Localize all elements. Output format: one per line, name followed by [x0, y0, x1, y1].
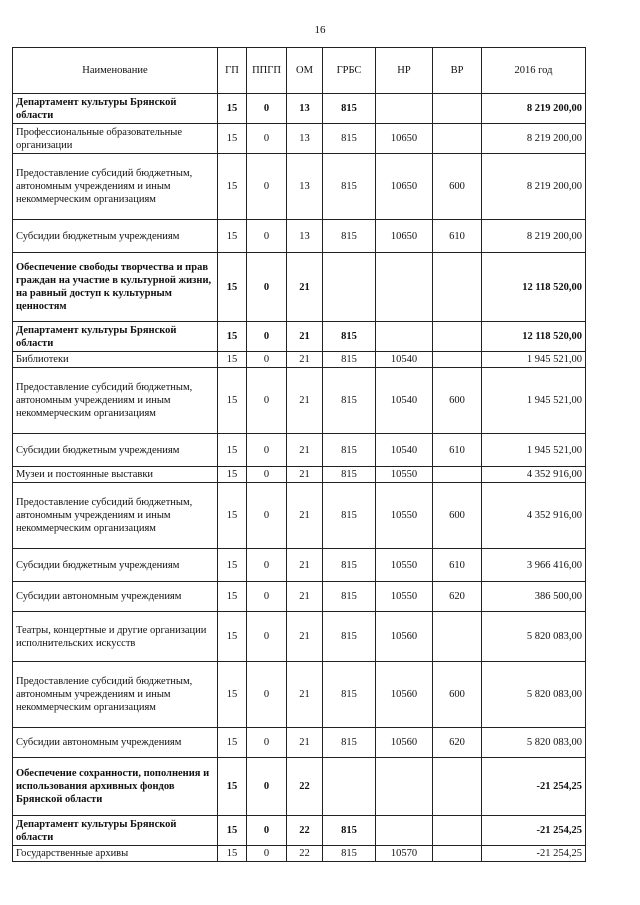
- row-gp: 15: [218, 154, 247, 220]
- header-ppgp: ППГП: [247, 48, 287, 94]
- row-vr: 600: [433, 662, 482, 728]
- row-grbs: 815: [323, 612, 376, 662]
- row-amount: 386 500,00: [482, 582, 586, 612]
- row-grbs: 815: [323, 483, 376, 549]
- row-gp: 15: [218, 612, 247, 662]
- row-nr: 10540: [376, 368, 433, 434]
- row-name: Субсидии бюджетным учреждениям: [13, 434, 218, 467]
- table-row: [13, 582, 586, 612]
- row-name: Государственные архивы: [13, 846, 218, 862]
- row-vr: [433, 352, 482, 368]
- row-ppgp: 0: [247, 94, 287, 124]
- row-om: 22: [287, 816, 323, 846]
- row-vr: [433, 124, 482, 154]
- row-vr: [433, 846, 482, 862]
- row-vr: [433, 758, 482, 816]
- row-amount: 5 820 083,00: [482, 728, 586, 758]
- row-amount: 8 219 200,00: [482, 220, 586, 253]
- row-om: 13: [287, 94, 323, 124]
- row-nr: 10650: [376, 220, 433, 253]
- row-name: Департамент культуры Брянской области: [13, 94, 218, 124]
- row-grbs: 815: [323, 434, 376, 467]
- row-nr: 10570: [376, 846, 433, 862]
- row-name: Субсидии автономным учреждениям: [13, 582, 218, 612]
- table-row: [13, 467, 586, 483]
- row-vr: 610: [433, 549, 482, 582]
- row-ppgp: 0: [247, 154, 287, 220]
- row-gp: 15: [218, 352, 247, 368]
- row-ppgp: 0: [247, 467, 287, 483]
- table-row: [13, 368, 586, 434]
- row-ppgp: 0: [247, 582, 287, 612]
- row-amount: 1 945 521,00: [482, 368, 586, 434]
- row-ppgp: 0: [247, 322, 287, 352]
- row-vr: [433, 612, 482, 662]
- row-amount: 12 118 520,00: [482, 253, 586, 322]
- row-nr: 10550: [376, 467, 433, 483]
- row-vr: 610: [433, 220, 482, 253]
- row-gp: 15: [218, 549, 247, 582]
- row-gp: 15: [218, 582, 247, 612]
- row-amount: 5 820 083,00: [482, 612, 586, 662]
- row-name: Предоставление субсидий бюджетным, автономным учреждениям и иным некоммерческим организациям: [13, 662, 218, 728]
- row-vr: 600: [433, 154, 482, 220]
- row-amount: 12 118 520,00: [482, 322, 586, 352]
- row-om: 21: [287, 352, 323, 368]
- row-gp: 15: [218, 368, 247, 434]
- row-vr: 600: [433, 483, 482, 549]
- row-vr: [433, 467, 482, 483]
- row-ppgp: 0: [247, 846, 287, 862]
- row-vr: 620: [433, 728, 482, 758]
- header-grbs: ГРБС: [323, 48, 376, 94]
- header-nr: НР: [376, 48, 433, 94]
- row-name: Субсидии автономным учреждениям: [13, 728, 218, 758]
- row-name: Субсидии бюджетным учреждениям: [13, 220, 218, 253]
- row-nr: [376, 758, 433, 816]
- row-name: Профессиональные образовательные организации: [13, 124, 218, 154]
- row-om: 13: [287, 124, 323, 154]
- row-gp: 15: [218, 467, 247, 483]
- table-row: [13, 434, 586, 467]
- table-row: [13, 352, 586, 368]
- row-vr: [433, 94, 482, 124]
- row-grbs: 815: [323, 124, 376, 154]
- row-name: Обеспечение свободы творчества и прав граждан на участие в культурной жизни, на равный доступ к культурным ценностям: [13, 253, 218, 322]
- row-name: Субсидии бюджетным учреждениям: [13, 549, 218, 582]
- table-row: [13, 662, 586, 728]
- row-gp: 15: [218, 434, 247, 467]
- row-grbs: 815: [323, 846, 376, 862]
- row-ppgp: 0: [247, 368, 287, 434]
- row-ppgp: 0: [247, 253, 287, 322]
- row-om: 22: [287, 846, 323, 862]
- row-amount: -21 254,25: [482, 816, 586, 846]
- row-gp: 15: [218, 94, 247, 124]
- row-grbs: 815: [323, 816, 376, 846]
- row-grbs: 815: [323, 220, 376, 253]
- row-gp: 15: [218, 816, 247, 846]
- page-number: 16: [314, 24, 326, 36]
- row-grbs: 815: [323, 368, 376, 434]
- row-om: 21: [287, 549, 323, 582]
- row-nr: 10560: [376, 662, 433, 728]
- row-om: 13: [287, 154, 323, 220]
- row-grbs: [323, 758, 376, 816]
- header-year: 2016 год: [482, 48, 586, 94]
- row-nr: [376, 816, 433, 846]
- table-row: [13, 154, 586, 220]
- row-amount: 1 945 521,00: [482, 352, 586, 368]
- row-om: 21: [287, 483, 323, 549]
- row-om: 21: [287, 612, 323, 662]
- row-gp: 15: [218, 322, 247, 352]
- row-om: 22: [287, 758, 323, 816]
- row-nr: 10540: [376, 352, 433, 368]
- row-name: Библиотеки: [13, 352, 218, 368]
- row-nr: [376, 94, 433, 124]
- table-row: [13, 220, 586, 253]
- row-om: 21: [287, 368, 323, 434]
- row-grbs: [323, 253, 376, 322]
- row-amount: 5 820 083,00: [482, 662, 586, 728]
- row-vr: 600: [433, 368, 482, 434]
- row-ppgp: 0: [247, 728, 287, 758]
- row-nr: 10560: [376, 728, 433, 758]
- row-grbs: 815: [323, 322, 376, 352]
- row-ppgp: 0: [247, 124, 287, 154]
- row-gp: 15: [218, 728, 247, 758]
- row-amount: 8 219 200,00: [482, 94, 586, 124]
- row-grbs: 815: [323, 94, 376, 124]
- row-nr: 10540: [376, 434, 433, 467]
- row-om: 21: [287, 582, 323, 612]
- row-vr: [433, 253, 482, 322]
- row-nr: 10550: [376, 582, 433, 612]
- row-ppgp: 0: [247, 549, 287, 582]
- row-grbs: 815: [323, 467, 376, 483]
- row-amount: 8 219 200,00: [482, 154, 586, 220]
- header-name: Наименование: [13, 48, 218, 94]
- table-body: [13, 94, 586, 862]
- row-amount: 3 966 416,00: [482, 549, 586, 582]
- row-ppgp: 0: [247, 352, 287, 368]
- row-gp: 15: [218, 758, 247, 816]
- row-name: Предоставление субсидий бюджетным, автономным учреждениям и иным некоммерческим организациям: [13, 368, 218, 434]
- row-ppgp: 0: [247, 816, 287, 846]
- row-name: Обеспечение сохранности, пополнения и использования архивных фондов Брянской области: [13, 758, 218, 816]
- table-row: [13, 758, 586, 816]
- row-gp: 15: [218, 846, 247, 862]
- row-nr: [376, 322, 433, 352]
- row-ppgp: 0: [247, 220, 287, 253]
- row-grbs: 815: [323, 154, 376, 220]
- row-grbs: 815: [323, 662, 376, 728]
- row-ppgp: 0: [247, 662, 287, 728]
- row-grbs: 815: [323, 352, 376, 368]
- row-name: Департамент культуры Брянской области: [13, 816, 218, 846]
- row-name: Департамент культуры Брянской области: [13, 322, 218, 352]
- table-row: [13, 846, 586, 862]
- row-vr: [433, 816, 482, 846]
- row-grbs: 815: [323, 728, 376, 758]
- row-om: 21: [287, 467, 323, 483]
- row-om: 21: [287, 253, 323, 322]
- row-grbs: 815: [323, 549, 376, 582]
- row-nr: 10550: [376, 483, 433, 549]
- row-ppgp: 0: [247, 758, 287, 816]
- row-nr: 10560: [376, 612, 433, 662]
- row-amount: 4 352 916,00: [482, 467, 586, 483]
- row-vr: 620: [433, 582, 482, 612]
- row-nr: [376, 253, 433, 322]
- row-ppgp: 0: [247, 483, 287, 549]
- row-nr: 10650: [376, 154, 433, 220]
- table-row: [13, 612, 586, 662]
- row-gp: 15: [218, 483, 247, 549]
- row-om: 21: [287, 434, 323, 467]
- row-om: 21: [287, 728, 323, 758]
- row-amount: 4 352 916,00: [482, 483, 586, 549]
- row-gp: 15: [218, 124, 247, 154]
- table-row: [13, 816, 586, 846]
- row-vr: [433, 322, 482, 352]
- row-name: Предоставление субсидий бюджетным, автономным учреждениям и иным некоммерческим организациям: [13, 483, 218, 549]
- table-row: [13, 322, 586, 352]
- row-gp: 15: [218, 220, 247, 253]
- row-name: Музеи и постоянные выставки: [13, 467, 218, 483]
- row-nr: 10650: [376, 124, 433, 154]
- row-name: Предоставление субсидий бюджетным, автономным учреждениям и иным некоммерческим организациям: [13, 154, 218, 220]
- table-row: [13, 253, 586, 322]
- row-amount: -21 254,25: [482, 846, 586, 862]
- table-header: [13, 48, 586, 94]
- budget-table: [12, 47, 586, 862]
- row-om: 21: [287, 322, 323, 352]
- row-vr: 610: [433, 434, 482, 467]
- row-grbs: 815: [323, 582, 376, 612]
- row-amount: 8 219 200,00: [482, 124, 586, 154]
- row-om: 21: [287, 662, 323, 728]
- table-row: [13, 483, 586, 549]
- header-om: ОМ: [287, 48, 323, 94]
- header-vr: ВР: [433, 48, 482, 94]
- table-row: [13, 549, 586, 582]
- row-amount: 1 945 521,00: [482, 434, 586, 467]
- table-row: [13, 124, 586, 154]
- row-ppgp: 0: [247, 434, 287, 467]
- table-row: [13, 728, 586, 758]
- row-amount: -21 254,25: [482, 758, 586, 816]
- row-name: Театры, концертные и другие организации исполнительских искусств: [13, 612, 218, 662]
- table-row: [13, 94, 586, 124]
- row-ppgp: 0: [247, 612, 287, 662]
- row-gp: 15: [218, 253, 247, 322]
- row-nr: 10550: [376, 549, 433, 582]
- header-gp: ГП: [218, 48, 247, 94]
- row-om: 13: [287, 220, 323, 253]
- row-gp: 15: [218, 662, 247, 728]
